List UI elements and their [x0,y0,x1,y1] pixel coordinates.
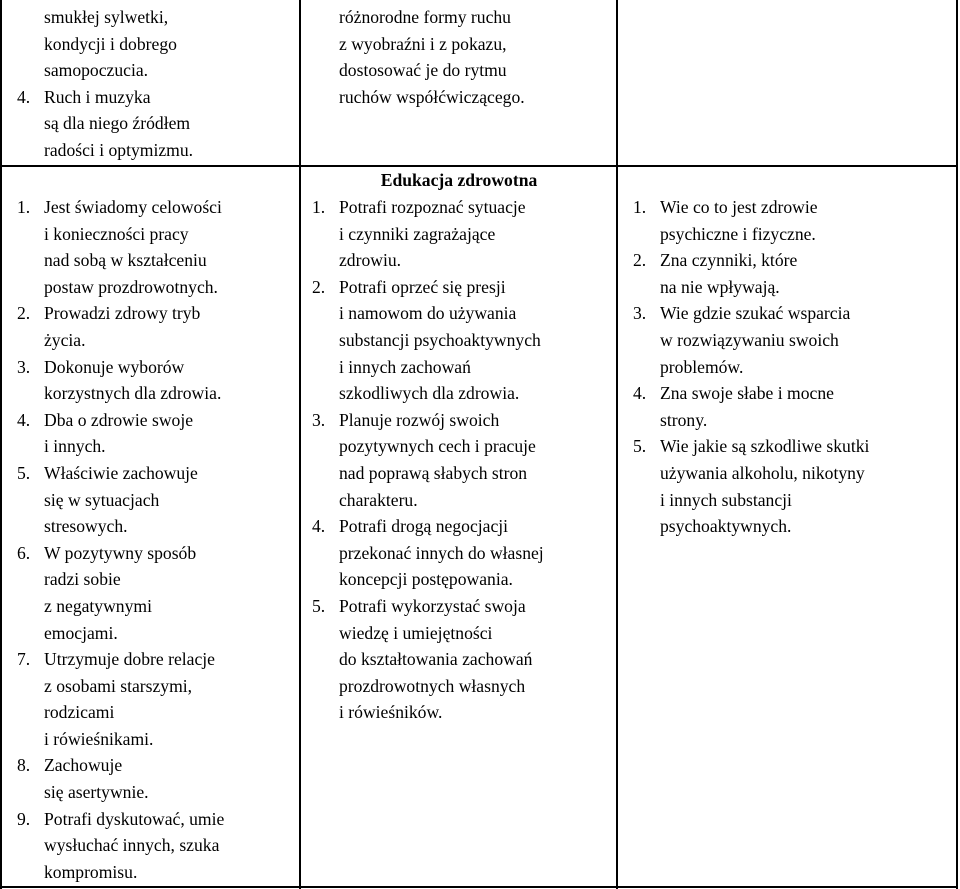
table-border-left [0,0,2,889]
list-item [17,407,295,460]
table-border-right [956,0,958,889]
item-number: 3. [17,356,31,377]
item-text: Zachowuje się asertywnie. [44,755,149,803]
item-number: 1. [633,197,647,217]
item-number: 9. [17,808,31,829]
list-item [17,194,295,300]
list-item [312,407,614,513]
item-text: Zna swoje słabe i mocne strony. [660,383,834,430]
list-item [312,593,614,726]
item-number: 7. [17,649,31,670]
item-text: Wie jakie są szkodliwe skutki używania alkoholu, nikotyny i innych substancji psychoaktywnych. [660,436,870,537]
list-item [312,194,614,274]
item-number: 8. [17,755,31,776]
item-text: Potrafi rozpoznać sytuacje i czynniki zagrażające zdrowiu. [339,197,526,271]
item-text: Potrafi wykorzystać swoja wiedzę i umiejętności do kształtowania zachowań prozdrowotnych własnych i rówieśników. [339,595,533,723]
table-border-col1-col2 [299,0,301,889]
item-text: Potrafi oprzeć się presji i namowom do używania substancji psychoaktywnych i innych zachowań szkodliwych dla zdrowia. [339,276,541,404]
col1-continuation-cell [17,4,295,164]
table-border-col2-col3 [616,0,618,889]
item-text: Ruch i muzyka są dla niego źródłem radości i optymizmu. [44,86,194,160]
list-item [633,433,953,539]
item-text: Utrzymuje dobre relacje z osobami starszymi, rodzicami i rówieśnikami. [44,649,215,749]
col3-knowledge-cell [633,194,953,540]
list-item [17,540,295,646]
item-text: Dba o zdrowie swoje i innych. [44,409,194,457]
list-item [17,300,295,353]
item-text: Wie gdzie szukać wsparcia w rozwiązywaniu swoich problemów. [660,303,851,377]
col2-health-education-list [312,194,614,726]
list-item [17,460,295,540]
item-text: Planuje rozwój swoich pozytywnych cech i pracuje nad poprawą słabych stron charakteru. [339,409,536,510]
list-item [17,646,295,752]
col1-outcomes-list [17,194,295,885]
col2-continuation-text: różnorodne formy ruchu z wyobraźni i z pokazu, dostosować je do rytmu ruchów współćwiczącego. [339,7,525,107]
item-text: Dokonuje wyborów korzystnych dla zdrowia. [44,356,222,404]
item-number: 4. [17,409,31,430]
item-text: Właściwie zachowuje się w sytuacjach stresowych. [44,462,198,537]
item-number: 2. [17,303,31,324]
table-border-bottom [0,886,958,888]
col2-health-education-cell [312,194,614,726]
item-text: Potrafi dyskutować, umie wysłuchać innych, szuka kompromisu. [44,808,225,882]
table-row-divider [0,165,958,167]
col1-health-outcomes-cell [17,194,295,885]
col1-continuation-list [17,4,295,164]
item-number: 3. [312,409,326,430]
item-number: 4. [312,516,326,537]
list-item [312,274,614,407]
list-item [17,354,295,407]
item-number: 2. [633,250,647,271]
item-text: Wie co to jest zdrowie psychiczne i fizyczne. [660,197,818,244]
list-item [633,380,953,433]
item-number: 5. [312,595,326,616]
item-text: Zna czynniki, które na nie wpływają. [660,250,798,297]
item-text: W pozytywny sposób radzi sobie z negatywnymi emocjami. [44,542,197,643]
list-item [312,513,614,593]
item-number: 5. [633,436,647,457]
item-number: 5. [17,462,31,483]
item-number: 1. [17,197,31,217]
col3-knowledge-list [633,194,953,540]
item-number: 1. [312,197,326,217]
item-text: Prowadzi zdrowy tryb życia. [44,303,201,350]
list-item [17,752,295,805]
item-text: smukłej sylwetki, kondycji i dobrego samopoczucia. [44,7,177,81]
item-number: 2. [312,276,326,297]
item-number: 4. [17,86,31,107]
section-heading: Edukacja zdrowotna [380,170,538,190]
list-item [17,84,295,164]
item-number: 4. [633,383,647,404]
list-item [17,4,295,84]
item-text: Potrafi drogą negocjacji przekonać innych do własnej koncepcji postępowania. [339,516,544,590]
item-number: 6. [17,542,31,563]
list-item [633,194,953,247]
list-item [633,247,953,300]
item-number: 3. [633,303,647,324]
item-text: Jest świadomy celowości i konieczności pracy nad sobą w kształceniu postaw prozdrowotnych. [44,197,222,297]
list-item [17,806,295,886]
list-item [633,300,953,380]
